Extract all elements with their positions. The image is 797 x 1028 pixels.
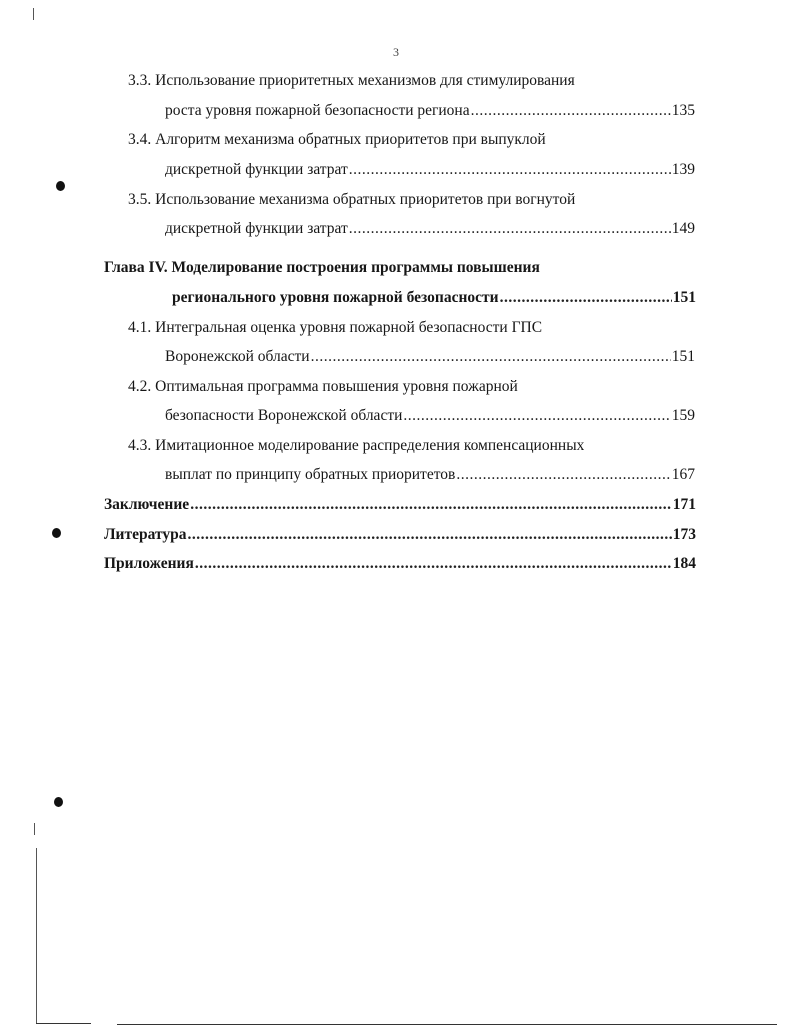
toc-entry-title: Литература — [104, 526, 187, 543]
dot-leader — [349, 158, 671, 182]
scan-edge-line — [36, 848, 37, 1024]
toc-entry-title: Заключение — [104, 496, 190, 513]
scan-edge-line — [34, 823, 35, 835]
toc-chapter-title-cont: регионального уровня пожарной безопасности — [172, 289, 499, 306]
toc-entry-title: 3.4. Алгоритм механизма обратных приоритетов при выпуклой — [128, 131, 546, 148]
toc-page-number: 151 — [671, 348, 695, 365]
toc-entry-line — [165, 217, 695, 241]
toc-page-number: 149 — [671, 220, 695, 237]
scan-edge-line — [36, 1023, 91, 1024]
binder-hole-mark — [52, 528, 61, 538]
toc-entry-title-cont: безопасности Воронежской области — [165, 407, 403, 424]
toc-entry-line — [172, 286, 696, 310]
toc-appendices — [104, 552, 696, 576]
toc-entry-line — [165, 99, 695, 123]
toc-entry-title-cont: роста уровня пожарной безопасности региона — [165, 102, 470, 119]
dot-leader — [187, 523, 671, 547]
toc-page-number: 173 — [672, 526, 696, 543]
toc-entry-title-cont: дискретной функции затрат — [165, 220, 348, 237]
toc-entry-title-cont: выплат по принципу обратных приоритетов — [165, 466, 456, 483]
toc-page-number: 135 — [671, 102, 695, 119]
dot-leader — [190, 493, 672, 517]
toc-chapter-title: Глава IV. Моделирование построения программы повышения — [104, 259, 540, 276]
toc-entry-title: 3.5. Использование механизма обратных приоритетов при вогнутой — [128, 191, 576, 208]
binder-hole-mark — [56, 181, 65, 191]
toc-entry-line — [165, 345, 695, 369]
toc-page-number: 167 — [671, 466, 695, 483]
dot-leader — [500, 286, 672, 310]
toc-entry-line — [165, 404, 695, 428]
scan-edge-line — [117, 1024, 777, 1025]
toc-conclusion — [104, 493, 696, 517]
dot-leader — [471, 99, 671, 123]
toc-entry-title: 4.1. Интегральная оценка уровня пожарной безопасности ГПС — [128, 319, 543, 336]
dot-leader — [349, 217, 671, 241]
binder-hole-mark — [54, 797, 63, 807]
toc-entry-title: Приложения — [104, 555, 194, 572]
page-number: 3 — [393, 45, 399, 59]
toc-page-number: 151 — [672, 289, 696, 306]
toc-page-number: 159 — [671, 407, 695, 424]
toc-entry-title: 4.3. Имитационное моделирование распределения компенсационных — [128, 437, 585, 454]
toc-entry-title: 4.2. Оптимальная программа повышения уровня пожарной — [128, 378, 518, 395]
toc-entry-title: 3.3. Использование приоритетных механизмов для стимулирования — [128, 72, 575, 89]
dot-leader — [311, 345, 671, 369]
toc-entry-line — [165, 463, 695, 487]
scan-edge-line — [33, 8, 34, 20]
toc-literature — [104, 523, 696, 547]
toc-entry-title-cont: Воронежской области — [165, 348, 310, 365]
dot-leader — [195, 552, 672, 576]
toc-page-number: 171 — [672, 496, 696, 513]
toc-entry-line — [165, 158, 695, 182]
toc-page-number: 184 — [672, 555, 696, 572]
toc-entry-title-cont: дискретной функции затрат — [165, 161, 348, 178]
toc-page-number: 139 — [671, 161, 695, 178]
dot-leader — [403, 404, 670, 428]
dot-leader — [456, 463, 670, 487]
